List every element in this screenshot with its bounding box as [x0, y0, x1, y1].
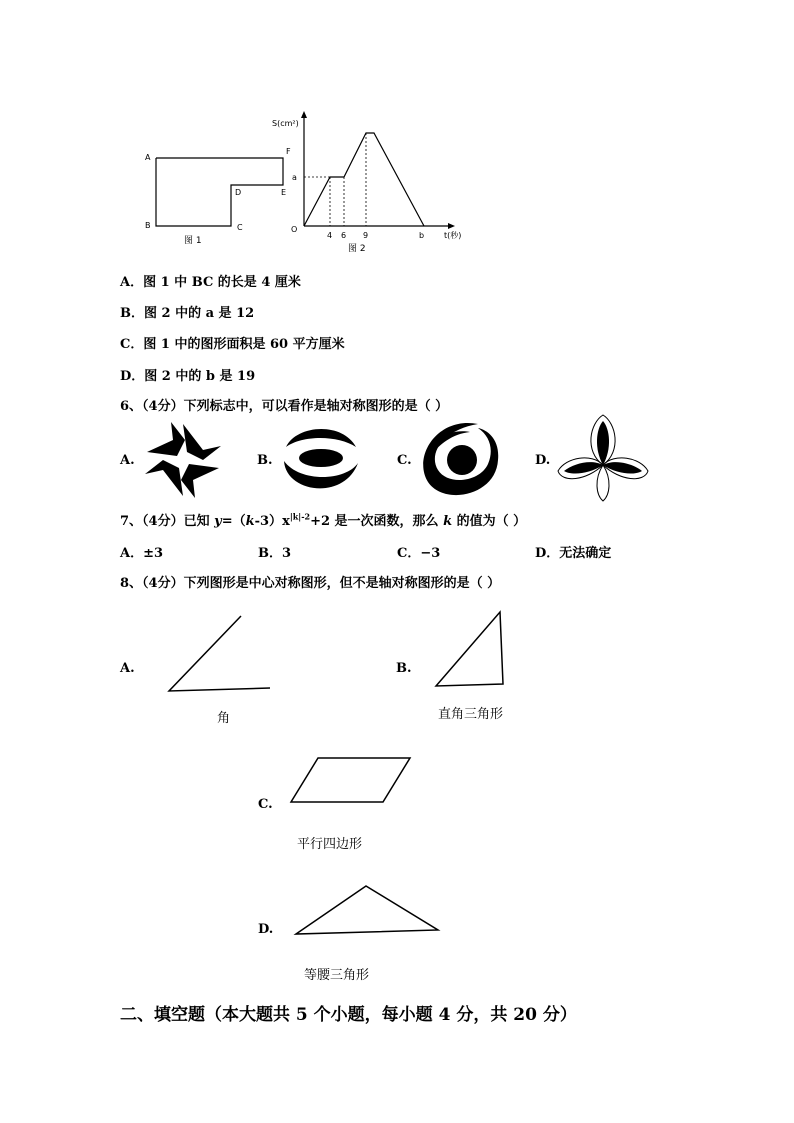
q7-option-c: C．−3 [397, 546, 441, 561]
fig1-caption: 图 1 [184, 236, 202, 246]
fig2-x-arrow [448, 223, 455, 229]
q8-figure-angle [165, 612, 275, 696]
q8-caption-a: 角 [217, 711, 231, 726]
fig2-tick-6: 6 [341, 231, 347, 240]
q8-figure-isosceles-triangle [292, 882, 442, 938]
q7-var-y: y [214, 514, 222, 529]
q7-option-d: D．无法确定 [535, 546, 612, 561]
q8-caption-d: 等腰三角形 [304, 968, 370, 983]
question5-figure [140, 108, 470, 258]
q5-option-c: C．图 1 中的图形面积是 60 平方厘米 [120, 337, 345, 352]
fig2-tick-a: a [292, 173, 297, 182]
fig2-y-label: S(cm²) [272, 119, 299, 128]
q8-stem: 8、（4分）下列图形是中心对称图形，但不是轴对称图形的是（ ） [120, 576, 501, 591]
q8-label-d: D. [258, 922, 274, 937]
fig2-tick-4: 4 [327, 231, 333, 240]
fig1-point-d: D [235, 188, 242, 197]
q7-prefix: 7、（4分）已知 [120, 514, 215, 529]
q8-figure-right-triangle [432, 608, 508, 692]
q6-logo-a-stars [143, 420, 223, 500]
fig1-point-e: E [281, 188, 287, 197]
q7-exponent: |k|-2 [289, 511, 311, 522]
fig1-point-f: F [286, 147, 291, 156]
q6-label-d: D. [535, 453, 551, 468]
fig1-point-c: C [237, 223, 243, 232]
q7-option-b: B．3 [258, 546, 292, 561]
fig2-y-arrow [301, 111, 307, 118]
q5-option-a: A．图 1 中 BC 的长是 4 厘米 [120, 275, 301, 290]
q7-tail: 的值为（ ） [452, 514, 527, 529]
section2-heading: 二、填空题（本大题共 5 个小题，每小题 4 分，共 20 分） [120, 1005, 577, 1025]
q6-stem: 6、（4分）下列标志中，可以看作是轴对称图形的是（ ） [120, 399, 449, 414]
fig1-shape [156, 158, 283, 226]
fig2-origin: O [291, 225, 298, 234]
fig2-graph-line [304, 133, 424, 226]
fig2-x-label: t(秒) [444, 231, 462, 240]
fig2-tick-b: b [419, 231, 425, 240]
q6-logo-d-petals [556, 413, 650, 503]
fig2-tick-9: 9 [363, 231, 369, 240]
q6-label-c: C. [397, 453, 412, 468]
q6-logo-c-ring [418, 420, 500, 500]
q7-minus3: -3） [254, 514, 283, 529]
fig1-point-a: A [145, 153, 151, 162]
q7-eq: =（ [221, 514, 246, 529]
q7-var-x: x [282, 514, 290, 529]
q7-option-a: A．±3 [120, 546, 164, 561]
q5-option-d: D．图 2 中的 b 是 19 [120, 369, 256, 384]
q6-logo-b-eye [280, 423, 362, 495]
fig1-point-b: B [145, 221, 151, 230]
q7-suffix: +2 是一次函数，那么 [310, 514, 444, 529]
q7-var-k2: k [443, 514, 453, 529]
q7-var-k: k [245, 514, 255, 529]
fig2-caption: 图 2 [348, 244, 366, 254]
q8-label-b: B. [396, 661, 412, 676]
q8-caption-b: 直角三角形 [438, 707, 504, 722]
q8-caption-c: 平行四边形 [297, 837, 363, 852]
q5-option-b: B．图 2 中的 a 是 12 [120, 306, 255, 321]
q7-stem [120, 510, 526, 529]
q6-label-a: A. [120, 453, 135, 468]
q8-label-a: A. [120, 661, 135, 676]
q8-figure-parallelogram [288, 754, 414, 806]
q8-label-c: C. [258, 797, 273, 812]
q6-label-b: B. [257, 453, 273, 468]
